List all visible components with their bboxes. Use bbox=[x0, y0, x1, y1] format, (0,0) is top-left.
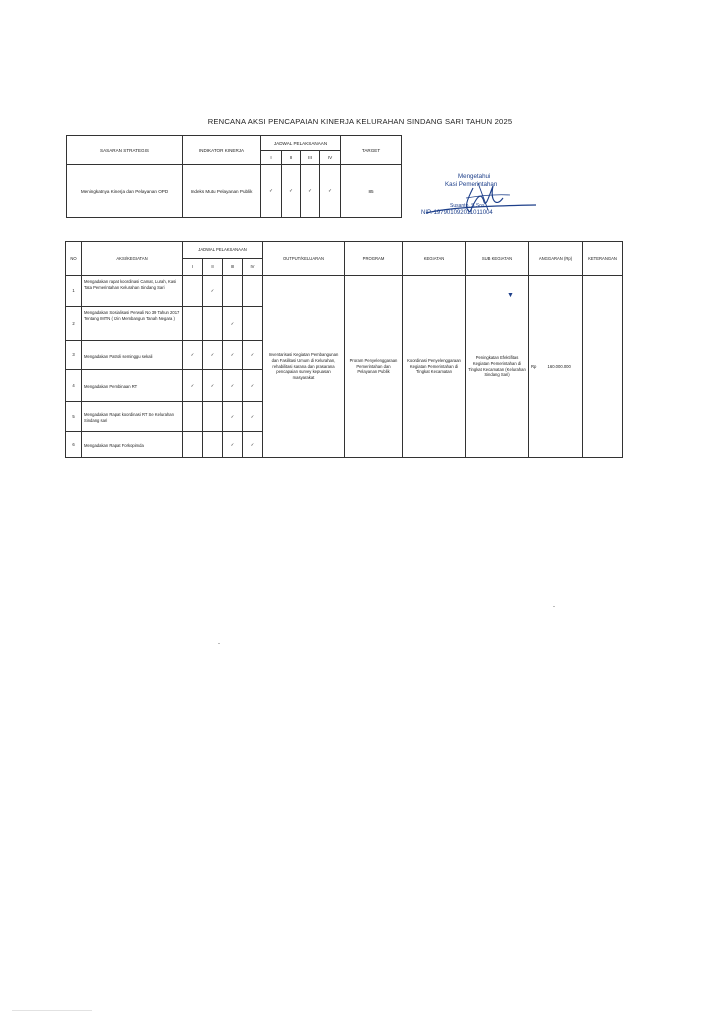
row-q4 bbox=[243, 307, 263, 341]
header-jadwal: JADWAL PELAKSANAAN bbox=[261, 136, 341, 151]
header-sasaran: SASARAN STRATEGIS bbox=[67, 136, 183, 165]
row-q4: ✓ bbox=[243, 432, 263, 458]
sasaran-cell: Meningkatnya Kinerja dan Pelayanan OPD bbox=[67, 165, 183, 218]
row-q2: ✓ bbox=[203, 370, 223, 402]
row-q4: ✓ bbox=[243, 341, 263, 370]
approval-name: Susanto, S.Sos bbox=[450, 203, 485, 209]
summary-row bbox=[67, 165, 402, 218]
row-q2: ✓ bbox=[203, 341, 223, 370]
sub-kegiatan-cell bbox=[466, 276, 529, 458]
scan-edge-mark bbox=[12, 1010, 92, 1011]
row-aksi: Mengadakan Pembinaan RT bbox=[82, 370, 183, 402]
anggaran-cell bbox=[529, 276, 583, 458]
row-aksi: Mengadakan Patroli seminggu sekali bbox=[82, 341, 183, 370]
approval-nip: NIP. 197901092011011004 bbox=[421, 210, 493, 216]
header-q1: I bbox=[261, 151, 282, 165]
row-no: 1 bbox=[66, 276, 82, 307]
approval-block bbox=[418, 168, 548, 223]
scan-speck bbox=[218, 643, 220, 644]
header-q4: IV bbox=[320, 151, 341, 165]
row-no: 6 bbox=[66, 432, 82, 458]
header-q2: II bbox=[282, 151, 301, 165]
header-main-q1: I bbox=[183, 259, 203, 276]
document-title: RENCANA AKSI PENCAPAIAN KINERJA KELURAHAN SINDANG SARI TAHUN 2025 bbox=[207, 117, 513, 126]
row-q3: ✓ bbox=[223, 402, 243, 432]
check-q2: ✓ bbox=[282, 165, 301, 218]
row-q2 bbox=[203, 307, 223, 341]
row-aksi: Mengadakan Rapat koordinasi RT Se Kelurahan Sindang sari bbox=[82, 402, 183, 432]
row-q3: ✓ bbox=[223, 370, 243, 402]
header-q3: III bbox=[301, 151, 320, 165]
header-output: OUTPUT/KELUARAN bbox=[263, 242, 345, 276]
header-program: PROGRAM bbox=[345, 242, 403, 276]
check-q3: ✓ bbox=[301, 165, 320, 218]
check-q4: ✓ bbox=[320, 165, 341, 218]
row-no: 4 bbox=[66, 370, 82, 402]
row-no: 5 bbox=[66, 402, 82, 432]
target-cell: 85 bbox=[341, 165, 402, 218]
row-q1 bbox=[183, 276, 203, 307]
row-aksi: Mengadakan rapat koordinasi Camat, Lurah, Kasi Tata Pemerintahan Kelurahan Sindang Sari bbox=[82, 276, 183, 307]
row-no: 2 bbox=[66, 307, 82, 341]
header-indikator: INDIKATOR KINERJA bbox=[183, 136, 261, 165]
row-q2 bbox=[203, 432, 223, 458]
check-q1: ✓ bbox=[261, 165, 282, 218]
program-cell: Proram Penyelenggaraan Pemerintahan dan Pelayanan Publik bbox=[345, 276, 403, 458]
table-row bbox=[66, 276, 623, 307]
kegiatan-cell: Koordinasi Penyelenggaraan Kegiatan Pemerintahan di Tingkat Kecamatan bbox=[403, 276, 466, 458]
row-q3: ✓ bbox=[223, 307, 243, 341]
row-q3 bbox=[223, 276, 243, 307]
row-q3: ✓ bbox=[223, 432, 243, 458]
row-q4: ✓ bbox=[243, 370, 263, 402]
row-aksi: Mengadakan Rapat Forkopimda bbox=[82, 432, 183, 458]
header-kegiatan: KEGIATAN bbox=[403, 242, 466, 276]
summary-table bbox=[66, 135, 402, 218]
header-target: TARGET bbox=[341, 136, 402, 165]
scan-speck bbox=[553, 606, 555, 607]
row-q1 bbox=[183, 402, 203, 432]
row-q4: ✓ bbox=[243, 402, 263, 432]
row-q1 bbox=[183, 432, 203, 458]
pin-icon: ▼ bbox=[507, 292, 514, 299]
anggaran-value: 160.000.000 bbox=[547, 363, 571, 369]
row-q2: ✓ bbox=[203, 276, 223, 307]
row-q1 bbox=[183, 307, 203, 341]
keterangan-cell bbox=[583, 276, 623, 458]
row-q2 bbox=[203, 402, 223, 432]
indikator-cell: Indeks Mutu Pelayanan Publik bbox=[183, 165, 261, 218]
header-main-q2: II bbox=[203, 259, 223, 276]
approval-line1: Mengetahui bbox=[458, 173, 491, 180]
row-q1: ✓ bbox=[183, 370, 203, 402]
approval-line2: Kasi Pemerintahan bbox=[445, 181, 498, 188]
header-no: NO bbox=[66, 242, 82, 276]
action-plan-table bbox=[65, 241, 623, 458]
header-anggaran: ANGGARAN (Rp) bbox=[529, 242, 583, 276]
row-q1: ✓ bbox=[183, 341, 203, 370]
row-q3: ✓ bbox=[223, 341, 243, 370]
header-sub-kegiatan: SUB KEGIATAN bbox=[466, 242, 529, 276]
row-q4 bbox=[243, 276, 263, 307]
row-aksi: Mengadakan Sosialisasi Perwali No 39 Tahun 2017 Tentang IMTN ( Izin Membangun Tanah Negara ) bbox=[82, 307, 183, 341]
row-no: 3 bbox=[66, 341, 82, 370]
anggaran-prefix: Rp bbox=[531, 363, 537, 369]
header-keterangan: KETERANGAN bbox=[583, 242, 623, 276]
header-main-q4: IV bbox=[243, 259, 263, 276]
header-jadwal-main: JADWAL PELAKSANAAN bbox=[183, 242, 263, 259]
sub-kegiatan-text: Peningkatan Efektifitas Kegiatan Pemerintahan di Tingkat Kecamatan (Kelurahan Sindang Sari) bbox=[468, 355, 526, 378]
output-cell: Inventarisasi Kegiatan Pembangunan dan Fasilitasi Umum di Kelurahan, rehabilitasi sarana dan prasarana pencapaian survey kepuasan masyarakat bbox=[263, 276, 345, 458]
header-aksi: AKSI/KEGIATAN bbox=[82, 242, 183, 276]
header-main-q3: III bbox=[223, 259, 243, 276]
